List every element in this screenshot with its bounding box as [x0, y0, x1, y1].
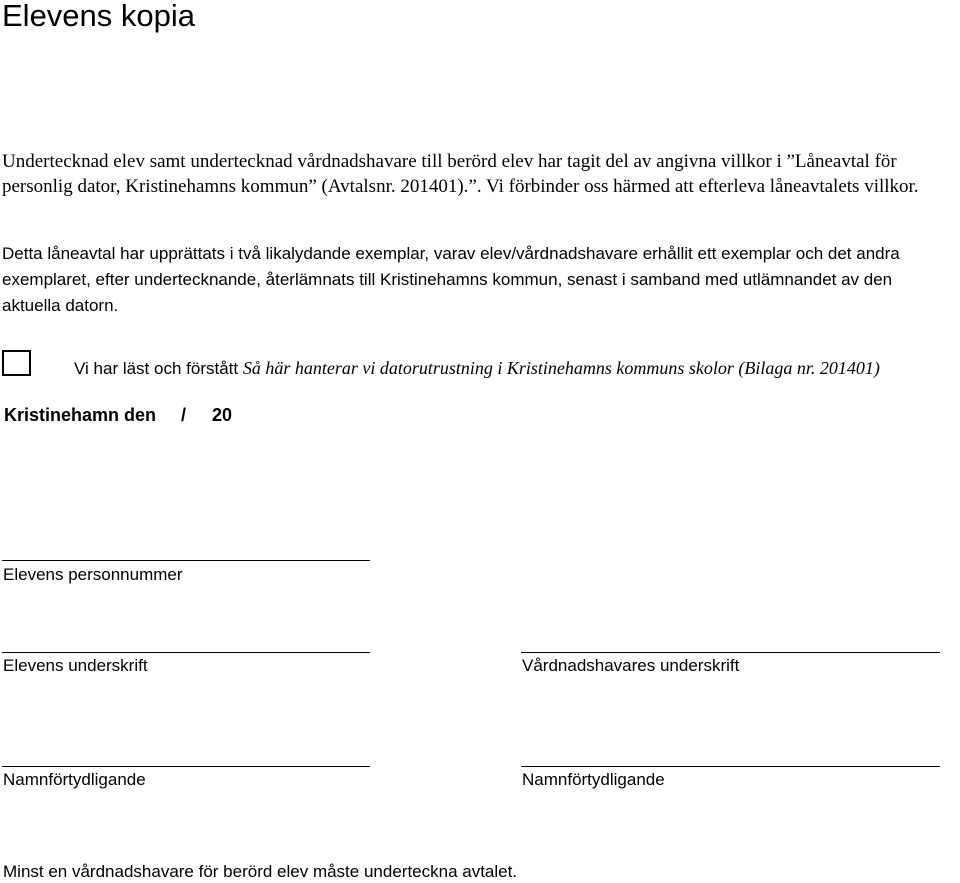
- read-confirmation-label: [74, 357, 880, 380]
- place-date-line: [4, 404, 233, 426]
- year-prefix: 20: [212, 405, 233, 425]
- agreement-paragraph: Undertecknad elev samt undertecknad vårdnadshavare till berörd elev har tagit del av angivna villkor i ”Låneavtal för personlig dator, Kristinehamns kommun” (Avtalsnr. 201401).”. Vi förbinder oss härmed att efterleva låneavtalets villkor.: [2, 151, 919, 197]
- guardian-name-clarification-label: Namnförtydligande: [522, 770, 665, 789]
- bilaga-title: Så här hanterar vi datorutrustning i Kristinehamns kommuns skolor (Bilaga nr. 201401): [242, 358, 880, 378]
- guardian-name-clarification-line[interactable]: [521, 766, 940, 767]
- personnummer-line[interactable]: [2, 560, 370, 561]
- read-confirmation-lead: Vi har läst och förstått: [74, 359, 243, 378]
- read-confirmation-checkbox[interactable]: [2, 350, 31, 376]
- page-title: Elevens kopia: [2, 0, 196, 33]
- elev-signature-line[interactable]: [2, 652, 370, 653]
- elev-signature-label: Elevens underskrift: [3, 656, 148, 675]
- elev-name-clarification-label: Namnförtydligande: [3, 770, 146, 789]
- elev-name-clarification-line[interactable]: [2, 766, 370, 767]
- footer-note: Minst en vårdnadshavare för berörd elev måste underteckna avtalet.: [3, 862, 518, 881]
- copies-paragraph: Detta låneavtal har upprättats i två likalydande exemplar, varav elev/vårdnadshavare erhållit ett exemplar och det andra exemplaret, efter undertecknande, återlämnats till Kristinehamns kommun, senast i samband med utlämnandet av den aktuella datorn.: [2, 244, 900, 315]
- personnummer-label: Elevens personnummer: [3, 565, 183, 584]
- place-label: Kristinehamn den: [4, 405, 157, 425]
- guardian-signature-label: Vårdnadshavares underskrift: [522, 656, 740, 675]
- guardian-signature-line[interactable]: [521, 652, 940, 653]
- date-slash: /: [181, 405, 187, 425]
